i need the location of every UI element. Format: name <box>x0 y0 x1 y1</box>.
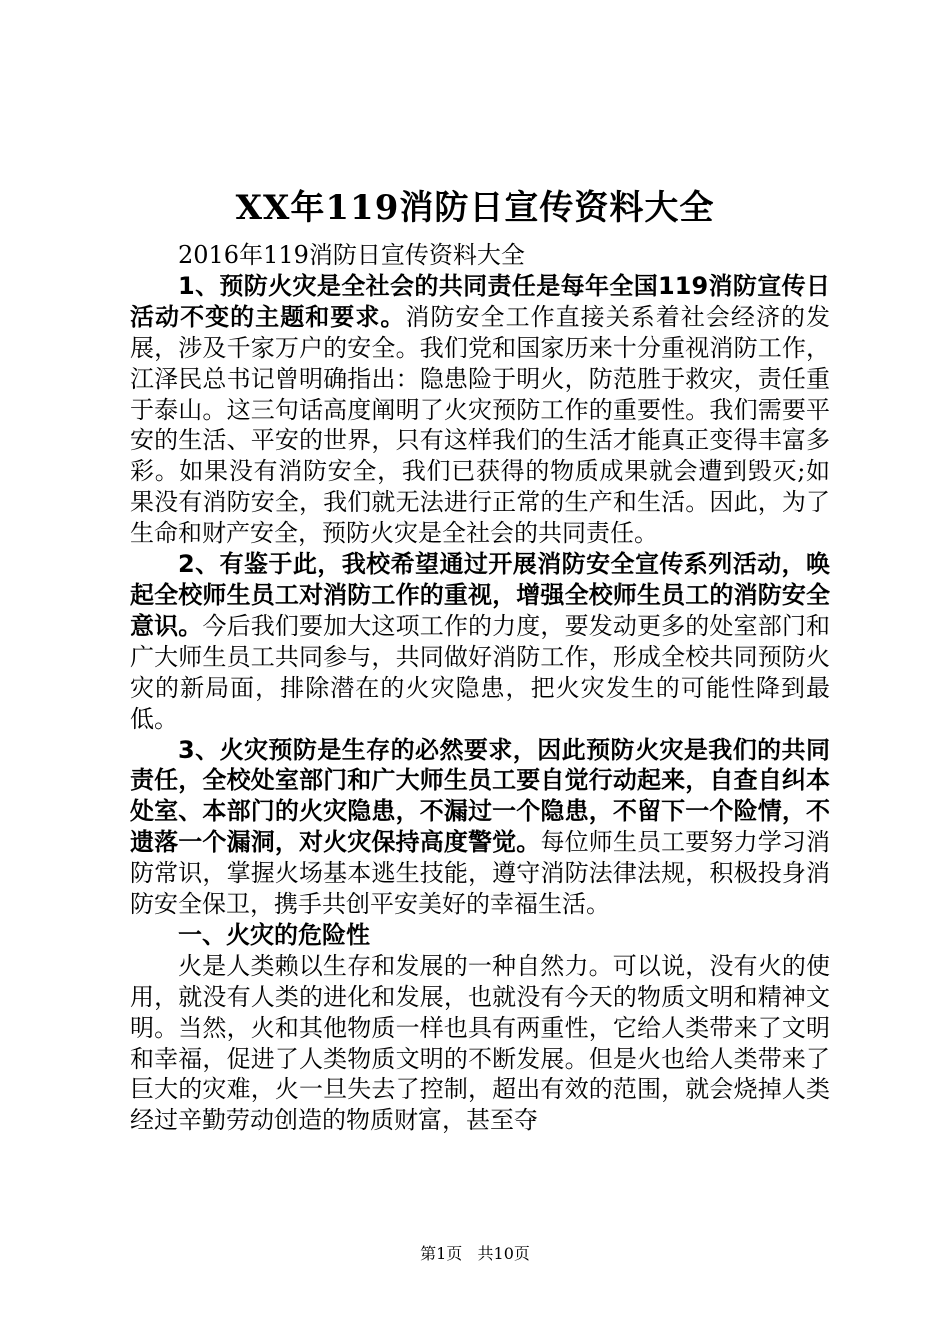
page-footer <box>0 1244 950 1264</box>
document-body <box>130 240 830 1136</box>
paragraph-2 <box>130 549 830 734</box>
document-title: XX年119消防日宣传资料大全 <box>235 188 715 228</box>
page-number: 第1页 <box>420 1244 463 1263</box>
section-heading <box>130 920 830 951</box>
paragraph-3-text: 每位师生员工要努力学习消防常识，掌握火场基本逃生技能，遵守消防法律法规，积极投身消防安全保卫，携手共创平安美好的幸福生活。 <box>130 828 831 919</box>
subtitle-paragraph: 2016年119消防日宣传资料大全 <box>178 241 525 269</box>
paragraph-2-bold: 2、有鉴于此，我校希望通过开展消防安全宣传系列活动，唤起全校师生员工对消防工作的重视，增强全校师生员工的消防安全意识。 <box>130 550 830 640</box>
paragraph-3 <box>130 735 830 920</box>
section-heading-text: 一、火灾的危险性 <box>178 920 370 949</box>
paragraph-1-text: 消防安全工作直接关系着社会经济的发展，涉及千家万户的安全。我们党和国家历来十分重视消防工作，江泽民总书记曾明确指出：隐患险于明火，防范胜于救灾，责任重于泰山。这三句话高度阐明了火灾预防工作的重要性。我们需要平安的生活、平安的世界，只有这样我们的生活才能真正变得丰富多彩。如果没有消防安全，我们已获得的物质成果就会遭到毁灭;如果没有消防安全，我们就无法进行正常的生产和生活。因此，为了生命和财产安全，预防火灾是全社会的共同责任。 <box>130 302 831 548</box>
paragraph-4 <box>130 951 830 1136</box>
paragraph-4-text: 火是人类赖以生存和发展的一种自然力。可以说，没有火的使用，就没有人类的进化和发展，也就没有今天的物质文明和精神文明。当然，火和其他物质一样也具有两重性，它给人类带来了文明和幸福，促进了人类物质文明的不断发展。但是火也给人类带来了巨大的灾难，火一旦失去了控制，超出有效的范围，就会烧掉人类经过辛勤劳动创造的物质财富，甚至夺 <box>130 951 830 1135</box>
paragraph-2-text: 今后我们要加大这项工作的力度，要发动更多的处室部门和广大师生员工共同参与，共同做好消防工作，形成全校共同预防火灾的新局面，排除潜在的火灾隐患，把火灾发生的可能性降到最低。 <box>130 611 831 733</box>
paragraph-1 <box>130 271 830 549</box>
page-total: 共10页 <box>477 1244 530 1263</box>
page-separator <box>467 1244 472 1264</box>
paragraph-3-bold: 3、火灾预防是生存的必然要求，因此预防火灾是我们的共同责任，全校处室部门和广大师生员工要自觉行动起来，自查自纠本处室、本部门的火灾隐患，不漏过一个隐患，不留下一个险情，不遗落一个漏洞，对火灾保持高度警觉。 <box>130 735 830 857</box>
paragraph-1-bold: 1、预防火灾是全社会的共同责任是每年全国119消防宣传日活动不变的主题和要求。 <box>130 271 830 331</box>
